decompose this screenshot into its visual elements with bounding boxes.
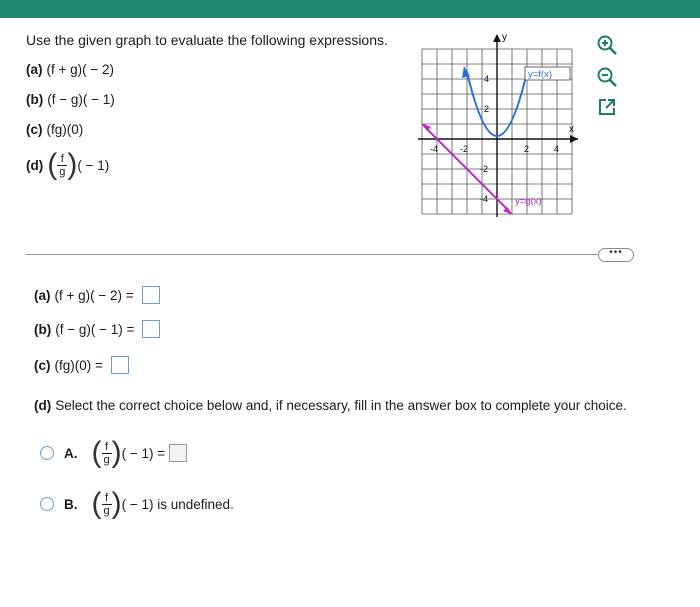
top-bar — [0, 0, 700, 18]
x-axis-label: x — [569, 124, 574, 135]
answer-d-prompt: (d) Select the correct choice below and, if necessary, fill in the answer box to complete your choice. — [34, 398, 627, 413]
answer-a-input[interactable] — [142, 286, 160, 304]
y-tick-neg2: -2 — [480, 164, 489, 174]
g-label: y=g(x) — [515, 196, 542, 207]
zoom-in-icon[interactable] — [592, 30, 622, 60]
choice-a-radio[interactable] — [40, 446, 54, 460]
fraction-f-over-g: $\frac{f}{g}$ — [59, 152, 66, 178]
choice-b[interactable]: B. ( $\frac{f}{g}$ ) ( − 1) is undefined. — [40, 489, 234, 519]
question-prompt — [0, 18, 700, 248]
axes — [418, 34, 578, 217]
y-axis-label: y — [502, 32, 507, 43]
x-tick-2: 2 — [524, 144, 530, 154]
answer-b-input[interactable] — [142, 320, 160, 338]
zoom-out-icon[interactable] — [592, 62, 622, 92]
choice-b-radio[interactable] — [40, 497, 54, 511]
answer-b: (b) (f − g)( − 1) = — [34, 320, 160, 338]
choice-a-fraction: $\frac{f}{g}$ — [103, 440, 110, 466]
more-options-button[interactable]: ••• — [598, 248, 634, 262]
answer-a: (a) (f + g)( − 2) = — [34, 286, 160, 304]
x-tick-neg4: -4 — [430, 144, 439, 154]
instructions: Use the given graph to evaluate the following expressions. — [26, 32, 388, 48]
choice-a[interactable]: A. ( $\frac{f}{g}$ ) ( − 1) = — [40, 438, 187, 468]
function-graph — [418, 32, 578, 217]
expression-c: (c) (fg)(0) — [26, 122, 84, 137]
y-tick-2: 2 — [484, 104, 490, 114]
x-tick-4: 4 — [554, 144, 560, 154]
f-label: y=f(x) — [528, 69, 553, 80]
x-tick-neg2: -2 — [460, 144, 469, 154]
y-tick-4: 4 — [484, 74, 490, 84]
choice-a-input[interactable] — [169, 444, 187, 462]
expression-a: (a) (f + g)( − 2) — [26, 62, 115, 77]
f-arrow-left — [462, 66, 470, 78]
expression-d: (d) ( $\frac{f}{g}$ ) ( − 1) — [26, 148, 110, 181]
section-divider — [26, 254, 630, 255]
y-tick-neg4: -4 — [480, 194, 489, 204]
answer-c: (c) (fg)(0) = — [34, 356, 129, 374]
graph-svg — [418, 32, 578, 217]
expression-b: (b) (f − g)( − 1) — [26, 92, 115, 107]
answer-c-input[interactable] — [111, 356, 129, 374]
external-link-icon[interactable] — [592, 92, 622, 122]
choice-b-fraction: $\frac{f}{g}$ — [103, 491, 110, 517]
